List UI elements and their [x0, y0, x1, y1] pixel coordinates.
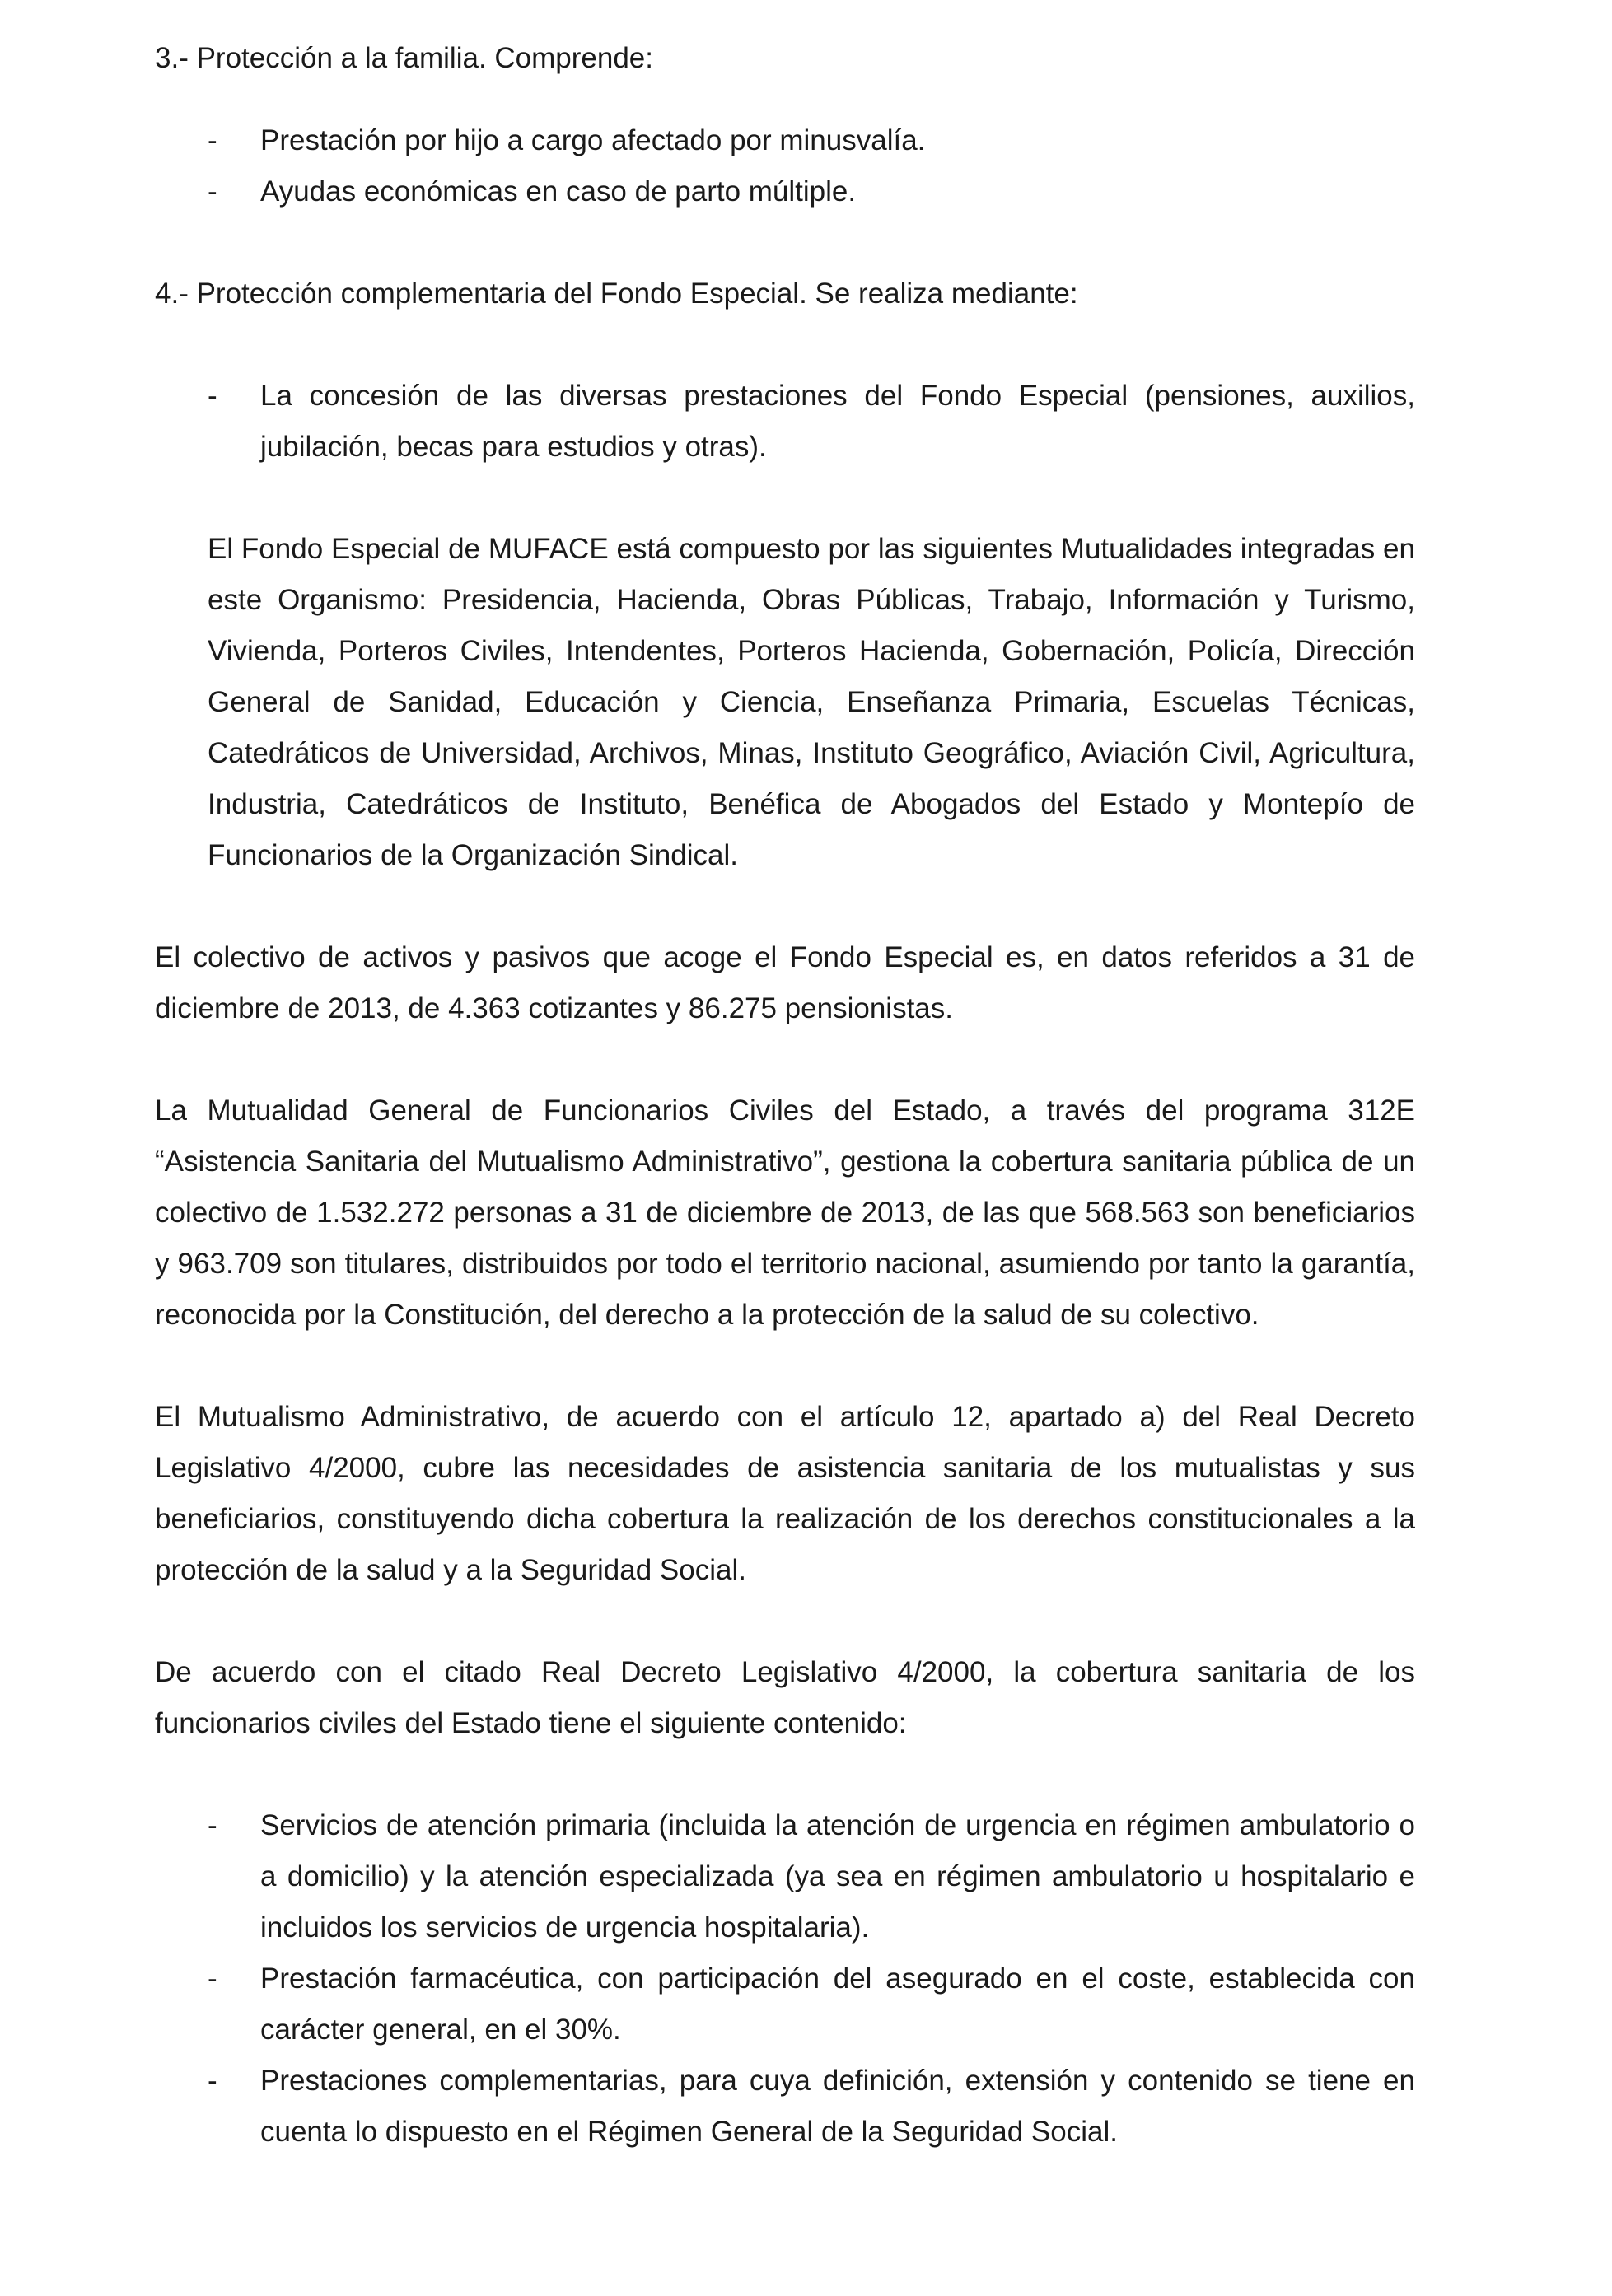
- cobertura-list: [155, 1800, 1415, 2158]
- dash-bullet: -: [208, 1962, 217, 1995]
- list-item: [155, 115, 1415, 166]
- dash-bullet: -: [208, 380, 217, 412]
- list-item-text: Servicios de atención primaria (incluida la atención de urgencia en régimen ambulatorio o a domicilio) y la atención especializada (ya sea en régimen ambulatorio u hospitalario e incluidos los servicios de urgencia hospitalaria).: [260, 1809, 1415, 1944]
- section-4-heading: 4.- Protección complementaria del Fondo Especial. Se realiza mediante:: [155, 278, 1078, 310]
- mutualidad-paragraph: La Mutualidad General de Funcionarios Civiles del Estado, a través del programa 312E “Asistencia Sanitaria del Mutualismo Administrativo”, gestiona la cobertura sanitaria pública de un colectivo de 1.532.272 personas a 31 de diciembre de 2013, de las que 568.563 son beneficiarios y 963.709 son titulares, distribuidos por todo el territorio nacional, asumiendo por tanto la garantía, reconocida por la Constitución, del derecho a la protección de la salud de su colectivo.: [155, 1094, 1415, 1331]
- dash-bullet: -: [208, 1809, 217, 1841]
- fondo-especial-paragraph: El Fondo Especial de MUFACE está compuesto por las siguientes Mutualidades integradas en este Organismo: Presidencia, Hacienda, Obras Públicas, Trabajo, Información y Turismo, Vivienda, Porteros Civiles, Intendentes, Porteros Hacienda, Gobernación, Policía, Dirección General de Sanidad, Educación y Ciencia, Enseñanza Primaria, Escuelas Técnicas, Catedráticos de Universidad, Archivos, Minas, Instituto Geográfico, Aviación Civil, Agricultura, Industria, Catedráticos de Instituto, Benéfica de Abogados del Estado y Montepío de Funcionarios de la Organización Sindical.: [208, 533, 1415, 871]
- list-item: [155, 2056, 1415, 2158]
- list-item-text: La concesión de las diversas prestaciones del Fondo Especial (pensiones, auxilios, jubilación, becas para estudios y otras).: [260, 380, 1415, 463]
- decreto-paragraph: De acuerdo con el citado Real Decreto Legislativo 4/2000, la cobertura sanitaria de los funcionarios civiles del Estado tiene el siguiente contenido:: [155, 1656, 1415, 1739]
- dash-bullet: -: [208, 124, 217, 156]
- section-3-heading: 3.- Protección a la familia. Comprende:: [155, 42, 653, 74]
- mutualismo-paragraph: El Mutualismo Administrativo, de acuerdo con el artículo 12, apartado a) del Real Decreto Legislativo 4/2000, cubre las necesidades de asistencia sanitaria de los mutualistas y sus beneficiarios, constituyendo dicha cobertura la realización de los derechos constitucionales a la protección de la salud y a la Seguridad Social.: [155, 1401, 1415, 1586]
- list-item: [155, 1953, 1415, 2056]
- document-body: [155, 33, 1415, 2158]
- list-item-text: Prestación farmacéutica, con participación del asegurado en el coste, establecida con carácter general, en el 30%.: [260, 1962, 1415, 2046]
- list-item: [155, 371, 1415, 473]
- list-item-text: Ayudas económicas en caso de parto múltiple.: [260, 175, 857, 208]
- section-4-list: [155, 371, 1415, 473]
- section-3-list: [155, 115, 1415, 217]
- list-item-text: Prestaciones complementarias, para cuya definición, extensión y contenido se tiene en cuenta lo dispuesto en el Régimen General de la Seguridad Social.: [260, 2065, 1415, 2148]
- dash-bullet: -: [208, 2065, 217, 2097]
- list-item: [155, 166, 1415, 217]
- list-item: [155, 1800, 1415, 1953]
- list-item-text: Prestación por hijo a cargo afectado por minusvalía.: [260, 124, 926, 156]
- dash-bullet: -: [208, 175, 217, 208]
- colectivo-paragraph: El colectivo de activos y pasivos que acoge el Fondo Especial es, en datos referidos a 31 de diciembre de 2013, de 4.363 cotizantes y 86.275 pensionistas.: [155, 941, 1415, 1024]
